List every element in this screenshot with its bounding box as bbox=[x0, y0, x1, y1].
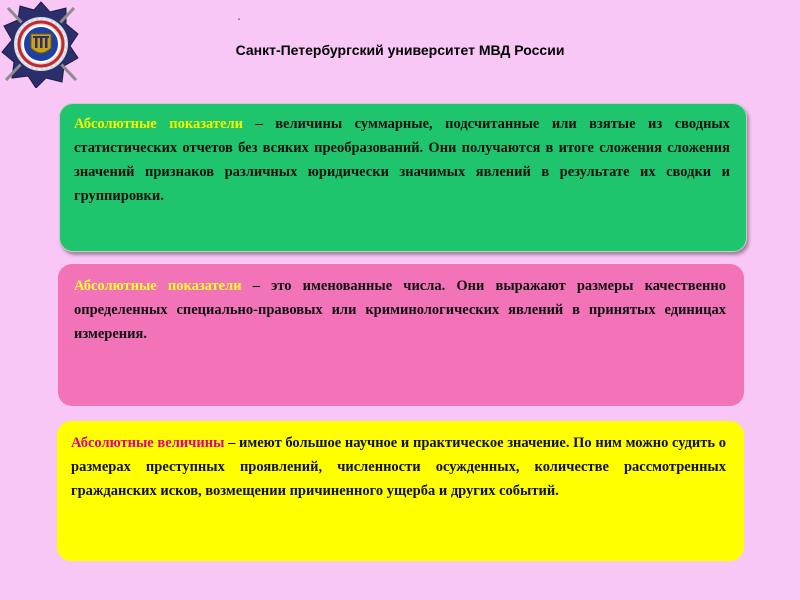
definition-text: – это именованные числа. Они выражают размеры качественно определенных специально-правовых или криминологических явлений в принятых единицах измерения. bbox=[74, 278, 726, 342]
definition-term: Абсолютные величины bbox=[71, 435, 225, 451]
definition-text: – имеют большое научное и практическое значение. По ним можно судить о размерах преступных проявлений, численности осужденных, количестве рассмотренных гражданских исков, возмещении причиненного ущерба и других событий. bbox=[71, 435, 726, 499]
definition-block-1 bbox=[59, 103, 747, 252]
definition-term: Абсолютные показатели bbox=[74, 278, 242, 294]
header-dot: . bbox=[237, 7, 241, 23]
page-title: Санкт-Петербургский университет МВД России bbox=[235, 42, 565, 58]
definition-term: Абсолютные показатели bbox=[74, 116, 243, 132]
definition-block-2 bbox=[58, 264, 744, 406]
definition-block-3 bbox=[57, 421, 744, 561]
definition-text: – величины суммарные, подсчитанные или взятые из сводных статистических отчетов без всяких преобразований. Они получаются в итоге сложения сложения значений признаков различных юридически значимых явлений в результате их сводки и группировки. bbox=[74, 116, 730, 204]
